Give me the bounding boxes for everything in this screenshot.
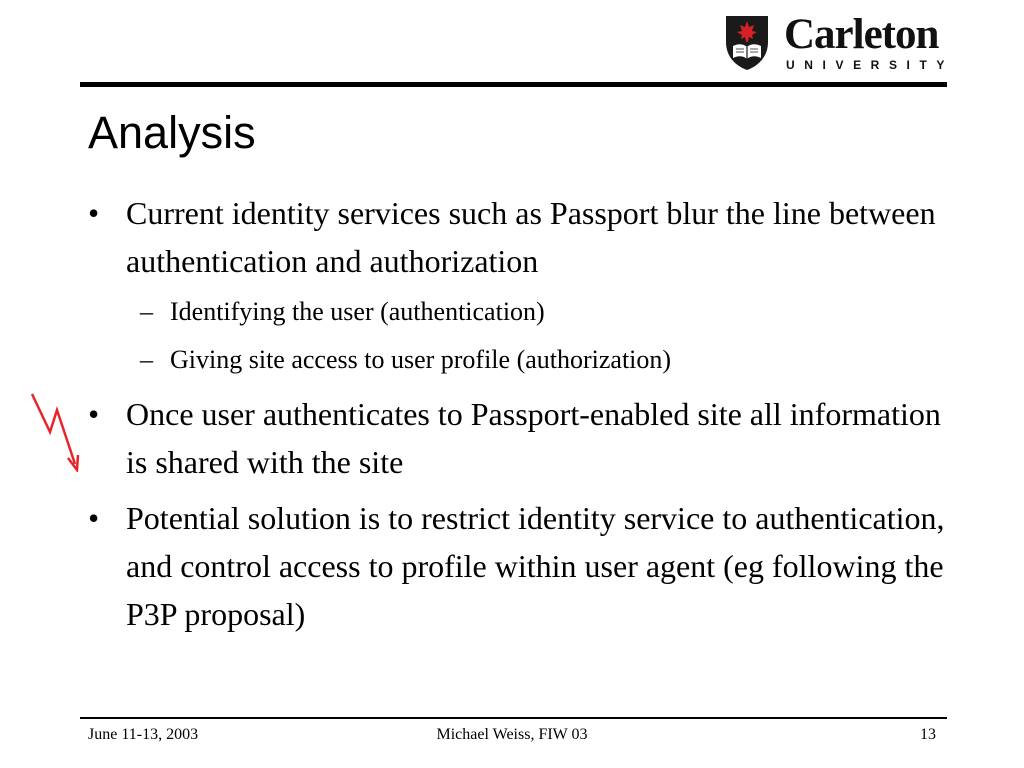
sub-bullet-text: Giving site access to user profile (authorization) [170,345,672,374]
sub-bullet-item [88,294,958,330]
footer-divider [80,717,947,719]
slide-body [88,189,958,638]
bullet-item [88,390,958,486]
sub-bullet-item [88,342,958,378]
red-lightning-arrow-icon [30,390,84,472]
bullet-item [88,189,958,285]
bullet-text: Potential solution is to restrict identity service to authentication, and control access to profile within user agent (eg following the P3P proposal) [126,500,945,632]
bullet-text: Current identity services such as Passport blur the line between authentication and authorization [126,195,936,279]
logo-wordmark: Carleton [784,11,939,58]
header-divider [80,82,947,87]
sub-bullet-text: Identifying the user (authentication) [170,297,545,326]
slide-title: Analysis [88,107,256,158]
bullet-marker: • [88,195,100,231]
bullet-text: Once user authenticates to Passport-enabled site all information is shared with the site [126,396,941,480]
logo-subtext: UNIVERSITY [786,58,955,72]
footer-date: June 11-13, 2003 [88,726,199,743]
bullet-marker: • [88,396,100,432]
page-number: 13 [920,726,936,743]
bullet-item [88,494,958,638]
sub-bullet-marker: – [140,345,153,374]
bullet-marker: • [88,500,100,536]
sub-bullet-marker: – [140,297,153,326]
footer-author: Michael Weiss, FIW 03 [436,726,588,743]
carleton-logo [722,11,955,74]
carleton-shield-icon [722,12,772,72]
